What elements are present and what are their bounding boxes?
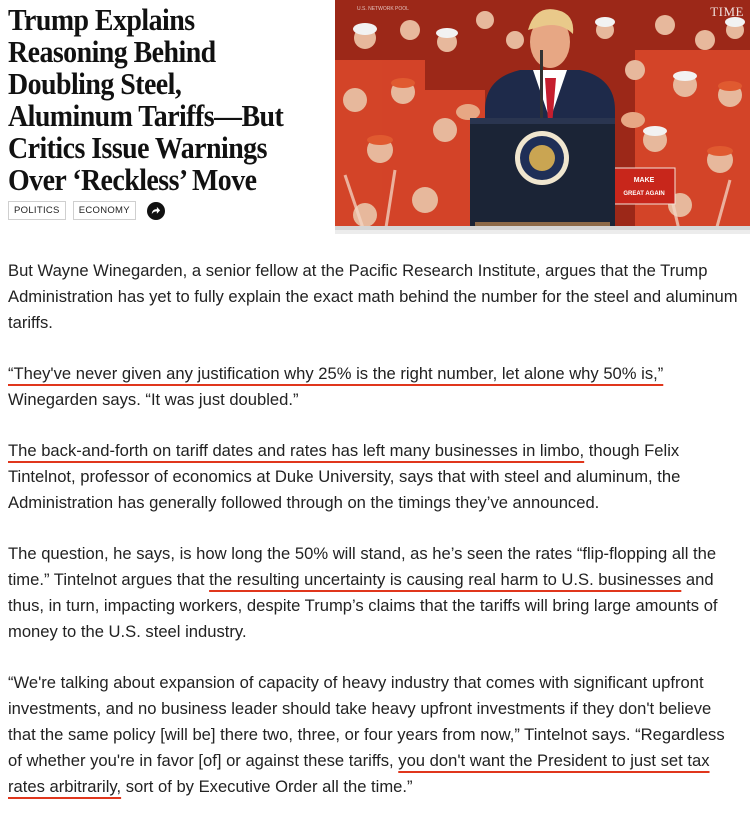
article-header: [0, 0, 750, 238]
article-body: [8, 258, 738, 825]
highlighted-text: “They've never given any justification why 25% is the right number, let alone why 50% is,”: [8, 364, 664, 383]
headline-line: Over ‘Reckless’ Move: [8, 162, 257, 197]
headline-line: Aluminum Tariffs—But: [8, 98, 284, 133]
share-icon[interactable]: [147, 202, 165, 220]
tag-politics[interactable]: POLITICS: [8, 201, 66, 220]
sign-line: GREAT AGAIN: [623, 191, 665, 197]
article-paragraph: [8, 361, 738, 413]
article-paragraph: [8, 541, 738, 645]
make-america-great-again-sign: [613, 168, 675, 204]
headline-line: Critics Issue Warnings: [8, 130, 267, 165]
paragraph-text: The question, he says, is how long the 50% will stand, as he’s seen the rates “flip-flopping all the time.” Tintelnot argues that: [8, 544, 717, 589]
paragraph-text: “We're talking about expansion of capacity of heavy industry that comes with significant upfront investments, and no business leader should take heavy upfront investments if they don't believe that the same policy [will be] there two, three, or four years from now,” Tintelnot says. “Regardless of whether you're in favor [of] or against these tariffs,: [8, 673, 725, 770]
paragraph-text: Winegarden says. “It was just doubled.”: [8, 390, 299, 409]
rally-photo-illustration: [335, 0, 750, 234]
paragraph-text: sort of by Executive Order all the time.”: [121, 777, 413, 796]
sign-line: MAKE: [633, 177, 655, 184]
paragraph-text: and thus, in turn, impacting workers, despite Trump’s claims that the tariffs will bring large amounts of money to the U.S. steel industry.: [8, 570, 718, 641]
paragraph-text: But Wayne Winegarden, a senior fellow at the Pacific Research Institute, argues that the Trump Administration has yet to fully explain the exact math behind the number for the steel and aluminum tariffs.: [8, 261, 738, 332]
headline: [8, 4, 296, 196]
time-logo: TIME: [710, 4, 744, 19]
highlighted-text: the resulting uncertainty is causing real harm to U.S. businesses: [209, 570, 682, 589]
headline-line: Doubling Steel,: [8, 66, 182, 101]
tag-list: [8, 201, 165, 220]
paragraph-text: though Felix Tintelnot, professor of economics at Duke University, says that with steel and aluminum, the Administration has generally followed through on the timings they’ve announced.: [8, 441, 681, 512]
article-paragraph: [8, 438, 738, 516]
article-paragraph: [8, 258, 738, 336]
article-paragraph: [8, 670, 738, 800]
photo-credit: U.S. NETWORK POOL: [357, 6, 409, 12]
headline-line: Reasoning Behind: [8, 34, 216, 69]
share-arrow-icon: [150, 205, 161, 216]
highlighted-text: you don't want the President to just set tax rates arbitrarily,: [8, 751, 710, 796]
hero-photo: [335, 0, 750, 234]
tag-economy[interactable]: ECONOMY: [73, 201, 136, 220]
headline-line: Trump Explains: [8, 2, 195, 37]
highlighted-text: The back-and-forth on tariff dates and rates has left many businesses in limbo,: [8, 441, 585, 460]
